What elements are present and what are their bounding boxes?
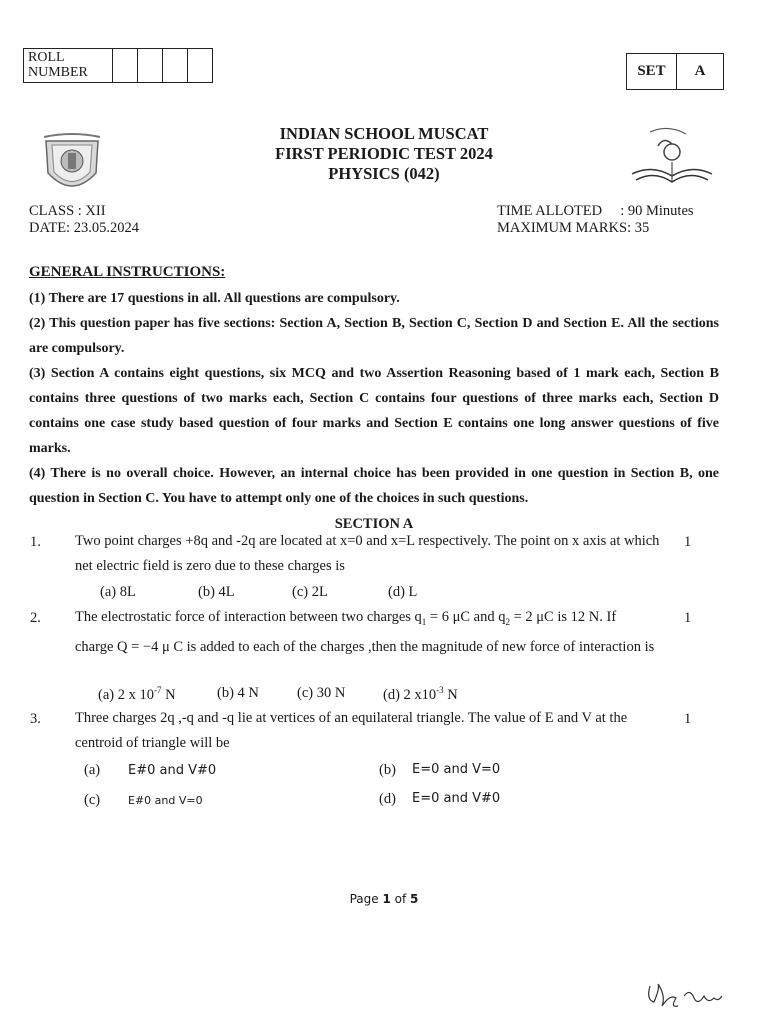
question-text: The electrostatic force of interaction between two charges $q_1 = 6$ μC and $q_2 = 2$ μC is 12 N. If charge Q = −4 μ C is added to each of the charges ,then the magnitude of new force of interaction is (75, 609, 655, 655)
option-a: (a) 8L (100, 584, 136, 600)
question-number: 2. (30, 610, 41, 626)
option-d: (d) L (388, 584, 418, 600)
instruction-item: (2) This question paper has five sections: Section A, Section B, Section C, Section D and Section E. All the sections are compulsory. (29, 316, 719, 356)
test-title: FIRST PERIODIC TEST 2024 (275, 144, 493, 163)
question-marks: 1 (684, 711, 692, 727)
handwritten-signature (644, 978, 726, 1014)
option-c: (c) 30 N (297, 685, 346, 701)
roll-digit-cell (188, 49, 212, 82)
time-allotted: TIME ALLOTED : 90 Minutes (497, 203, 694, 219)
roll-digit-cell (113, 49, 138, 82)
class-label: CLASS : XII (29, 203, 106, 219)
option-d-label: (d) (379, 791, 396, 807)
school-name: INDIAN SCHOOL MUSCAT (279, 124, 489, 143)
question-number: 1. (30, 534, 41, 550)
set-label: SET (627, 54, 677, 89)
instruction-item: (1) There are 17 questions in all. All questions are compulsory. (29, 291, 400, 306)
maximum-marks: MAXIMUM MARKS: 35 (497, 220, 650, 236)
option-b: (b) 4L (198, 584, 235, 600)
subject-title: PHYSICS (042) (328, 164, 440, 183)
option-a-label: (a) (84, 762, 101, 778)
option-a-value: E#0 and V#0 (128, 763, 217, 778)
roll-digit-cell (138, 49, 163, 82)
question-text: Two point charges +8q and -2q are located at x=0 and x=L respectively. The point on x axis at which net electric field is zero due to these charges is (75, 533, 660, 574)
option-b-value: E=0 and V=0 (412, 762, 501, 777)
section-heading: SECTION A (334, 516, 414, 532)
option-d: (d) 2 $x10^{-3}$ N (383, 685, 458, 703)
option-a: (a) 2 x $10^{-7}$ N (98, 685, 176, 703)
question-text: Three charges 2q ,-q and -q lie at vertices of an equilateral triangle. The value of E and V at the centroid of triangle will be (75, 710, 628, 751)
page-footer: Page 1 of 5 (349, 892, 419, 906)
roll-number-box (23, 48, 213, 83)
question-number: 3. (30, 711, 41, 727)
instruction-item: (4) There is no overall choice. However, an internal choice has been provided in one question in Section B, one question in Section C. You have to attempt only one of the choices in such questions. (29, 466, 719, 506)
question-marks: 1 (684, 610, 692, 626)
set-box (626, 53, 724, 90)
roll-digit-cell (163, 49, 188, 82)
option-d-value: E=0 and V#0 (412, 791, 501, 806)
roll-number-label: ROLL NUMBER (24, 49, 113, 82)
instruction-item: (3) Section A contains eight questions, six MCQ and two Assertion Reasoning based of 1 mark each, Section B contains three questions of two marks each, Section C contains four questions of three marks each, Section D contains one case study based question of four marks and Section E contains one long answer questions of five marks. (29, 366, 719, 456)
instructions-title: GENERAL INSTRUCTIONS: (29, 264, 226, 280)
set-value: A (694, 63, 706, 79)
option-c-label: (c) (84, 792, 101, 808)
date-label: DATE: 23.05.2024 (29, 220, 139, 236)
option-b: (b) 4 N (217, 685, 259, 701)
option-c: (c) 2L (292, 584, 328, 600)
question-marks: 1 (684, 534, 692, 550)
option-b-label: (b) (379, 762, 396, 778)
option-c-value: E#0 and V=0 (128, 794, 203, 807)
